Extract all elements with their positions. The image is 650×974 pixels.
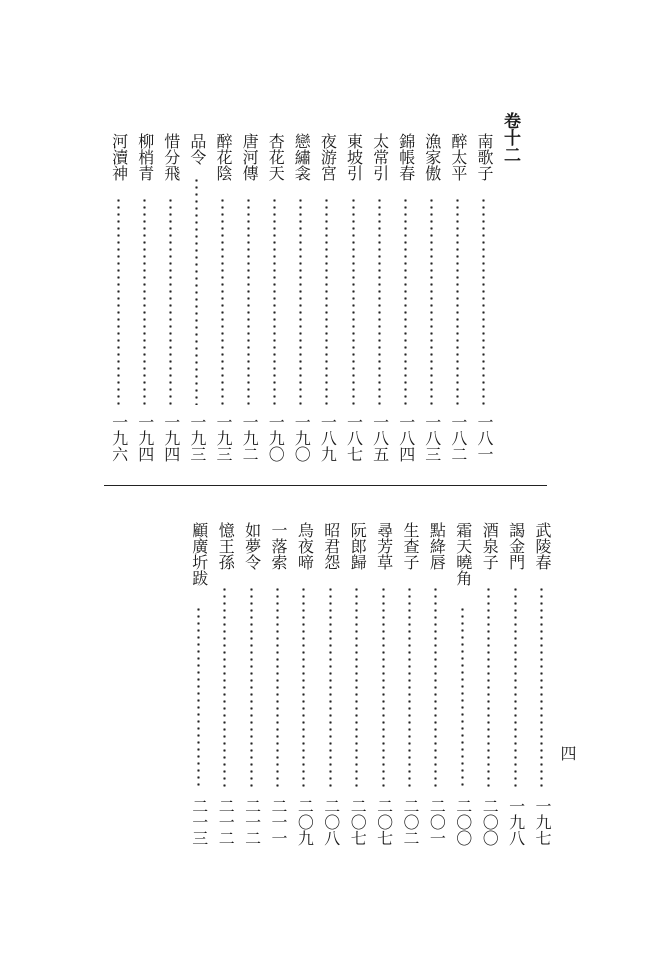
volume-heading: 卷十二: [500, 112, 520, 163]
entry-page-number: 二一一: [269, 798, 288, 846]
entry-title: 武陵春: [533, 522, 552, 570]
dot-leader: [169, 197, 172, 405]
entry-page-number: 一九二: [240, 414, 260, 462]
dot-leader: [461, 606, 464, 790]
entry-title: 昭君怨: [321, 522, 341, 570]
entry-title: 生查子: [401, 522, 420, 570]
entry-page-number: 一九八: [506, 798, 526, 846]
dot-leader: [434, 586, 437, 790]
dot-leader: [430, 197, 433, 405]
entry-page-number: 二〇〇: [480, 798, 500, 846]
section-divider: [104, 485, 547, 486]
entry-title: 唐河傳: [240, 133, 260, 181]
entry-title: 南歌子: [475, 133, 494, 181]
entry-title: 戀繡衾: [292, 133, 312, 181]
entry-title: 烏夜啼: [295, 522, 315, 570]
entry-title: 品令: [187, 133, 207, 165]
entry-title: 一落索: [269, 522, 288, 570]
entry-page-number: 一九三: [214, 414, 233, 462]
entry-page-number: 一八三: [422, 414, 442, 462]
entry-title: 太常引: [370, 133, 390, 181]
dot-leader: [197, 606, 200, 790]
dot-leader: [514, 586, 517, 790]
entry-title: 柳梢青: [135, 133, 155, 181]
dot-leader: [247, 197, 250, 405]
dot-leader: [540, 586, 543, 790]
entry-page-number: 一九六: [109, 414, 129, 462]
dot-leader: [325, 197, 328, 405]
dot-leader: [276, 586, 279, 790]
dot-leader: [408, 586, 411, 790]
dot-leader: [223, 586, 226, 790]
dot-leader: [378, 197, 381, 405]
dot-leader: [482, 197, 485, 405]
entry-page-number: 二一二: [216, 798, 236, 846]
entry-page-number: 一八七: [344, 414, 364, 462]
entry-title: 惜分飛: [161, 133, 181, 181]
entry-page-number: 一九三: [187, 414, 207, 462]
entry-title: 酒泉子: [480, 522, 500, 570]
entry-page-number: 二〇九: [295, 798, 315, 846]
entry-page-number: 一八二: [448, 414, 468, 462]
dot-leader: [250, 586, 253, 790]
dot-leader: [302, 586, 305, 790]
entry-page-number: 二一三: [189, 798, 209, 846]
dot-leader: [273, 197, 276, 405]
entry-page-number: 二〇七: [374, 798, 394, 846]
entry-title: 漁家傲: [422, 133, 442, 181]
entry-title: 錦帳春: [396, 133, 416, 181]
entry-title: 河瀆神: [109, 133, 129, 181]
dot-leader: [299, 197, 302, 405]
dot-leader: [143, 197, 146, 405]
entry-title: 阮郎歸: [348, 522, 368, 570]
folio-number: 四: [558, 745, 577, 761]
entry-title: 尋芳草: [374, 522, 394, 570]
entry-page-number: 二〇二: [401, 798, 420, 846]
entry-page-number: 一九四: [161, 414, 181, 462]
entry-title: 醉太平: [448, 133, 468, 181]
dot-leader: [456, 197, 459, 405]
entry-page-number: 二〇七: [348, 798, 368, 846]
dot-leader: [355, 586, 358, 790]
dot-leader: [329, 586, 332, 790]
entry-title: 顧廣圻跋: [189, 522, 209, 586]
entry-page-number: 二〇八: [321, 798, 341, 846]
entry-page-number: 一九四: [135, 414, 155, 462]
entry-page-number: 一九〇: [266, 414, 286, 462]
entry-page-number: 一九七: [533, 798, 552, 846]
dot-leader: [382, 586, 385, 790]
dot-leader: [352, 197, 355, 405]
entry-title: 如夢令: [242, 522, 262, 570]
entry-page-number: 二〇〇: [453, 798, 473, 846]
entry-page-number: 一八五: [370, 414, 390, 462]
entry-title: 杏花天: [266, 133, 286, 181]
entry-page-number: 二一二: [242, 798, 262, 846]
dot-leader: [487, 586, 490, 790]
dot-leader: [404, 197, 407, 405]
entry-title: 謁金門: [506, 522, 526, 570]
entry-page-number: 一八九: [318, 414, 338, 462]
entry-title: 霜天曉角: [453, 522, 473, 586]
dot-leader: [221, 197, 224, 405]
entry-title: 東坡引: [344, 133, 364, 181]
entry-title: 夜游宮: [318, 133, 338, 181]
entry-title: 醉花陰: [214, 133, 233, 181]
entry-page-number: 一八四: [396, 414, 416, 462]
dot-leader: [117, 197, 120, 405]
entry-title: 憶王孫: [216, 522, 236, 570]
dot-leader: [195, 177, 198, 405]
entry-page-number: 二〇一: [427, 798, 447, 846]
entry-page-number: 一九〇: [292, 414, 312, 462]
entry-page-number: 一八一: [475, 414, 494, 462]
entry-title: 點絳唇: [427, 522, 447, 570]
